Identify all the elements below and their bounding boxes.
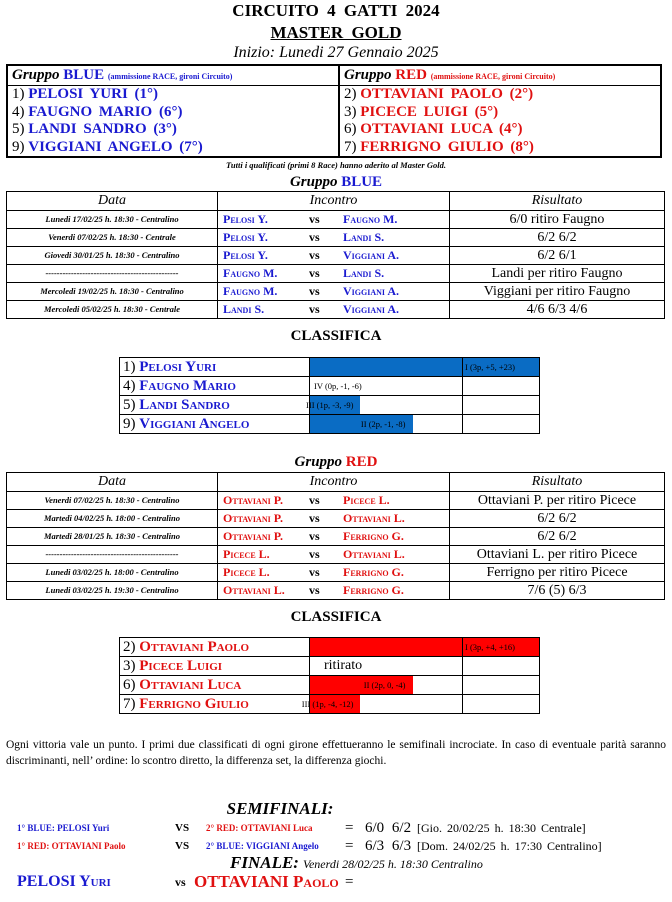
standing-name: Faugno Mario (139, 378, 236, 394)
vs-label: vs (309, 302, 320, 316)
standing-bar-cell (310, 415, 463, 434)
player-seed: 9) (12, 138, 25, 155)
standing-name-cell (120, 695, 310, 714)
match-result: 6/0 ritiro Faugno (450, 211, 665, 229)
header-match: Incontro (218, 192, 450, 211)
table-row (7, 283, 665, 301)
blue-classifica-title: CLASSIFICA (290, 328, 382, 344)
match-result: 6/2 6/2 (450, 510, 665, 528)
group-player (8, 104, 338, 122)
table-row (7, 528, 665, 546)
match-result: Landi per ritiro Faugno (450, 265, 665, 283)
match-players (218, 301, 450, 319)
player-1: Ottaviani P. (223, 529, 283, 543)
group-player (340, 139, 660, 157)
standing-name: Landi Sandro (139, 397, 230, 413)
final-label: FINALE: (230, 853, 299, 872)
player-2: Ferrigno G. (343, 529, 404, 543)
standing-row (120, 657, 540, 676)
header-result: Risultato (450, 473, 665, 492)
match-date: Venerdi 07/02/25 h. 18:30 - Centralino (7, 492, 218, 510)
match-players (218, 265, 450, 283)
player-name: FAUGNO MARIO (6°) (28, 103, 183, 120)
vs-label: vs (309, 266, 320, 280)
standing-name: Ottaviani Paolo (139, 639, 249, 655)
red-matches-table (6, 472, 665, 600)
player-name: OTTAVIANI PAOLO (2°) (360, 86, 534, 102)
match-players (218, 582, 450, 600)
table-row (7, 564, 665, 582)
standing-name: Viggiani Angelo (139, 416, 250, 432)
standing-bar-cell (310, 358, 463, 377)
player-seed: 5) (12, 121, 25, 137)
player-seed: 7) (344, 138, 357, 155)
standing-name-cell (120, 396, 310, 415)
semifinal-player-b: 2° BLUE: VIGGIANI Angelo (206, 841, 319, 851)
semifinal-score: 6/0 6/2 (365, 820, 412, 836)
standing-name-cell (120, 358, 310, 377)
group-player (340, 86, 660, 104)
table-row (7, 510, 665, 528)
vs-label: vs (309, 583, 320, 597)
standing-seed: 4) (123, 378, 136, 394)
vs-label: vs (309, 230, 320, 244)
match-date: Lunedi 03/02/25 h. 19:30 - Centralino (7, 582, 218, 600)
match-date: Mercoledi 05/02/25 h. 18:30 - Centrale (7, 301, 218, 319)
table-row (7, 265, 665, 283)
group-red-column (340, 66, 660, 156)
match-players (218, 283, 450, 301)
standing-label: II (2p, 0, -4) (363, 680, 406, 690)
semifinal-player-a: 1° RED: OTTAVIANI Paolo (17, 841, 126, 851)
player-2: Viggiani A. (343, 302, 400, 316)
vs-label: vs (309, 565, 320, 579)
player-1: Pelosi Y. (223, 248, 268, 262)
red-standings-table (119, 637, 540, 714)
final-vs: vs (175, 875, 186, 889)
red-section-title (0, 453, 672, 471)
match-players (218, 247, 450, 265)
header-date: Data (7, 473, 218, 492)
standing-name-cell (120, 377, 310, 396)
standing-end-cell (463, 415, 540, 434)
standing-bar (310, 638, 462, 656)
semifinals-title: SEMIFINALI: (226, 799, 334, 818)
group-name: BLUE (63, 67, 105, 83)
match-players (218, 211, 450, 229)
header-result: Risultato (450, 192, 665, 211)
match-date: ----------------------------------------------- (7, 546, 218, 564)
match-result: Ferrigno per ritiro Picece (450, 564, 665, 582)
match-date: Giovedi 30/01/25 h. 18:30 - Centralino (7, 247, 218, 265)
player-1: Faugno M. (223, 284, 278, 298)
table-row (7, 546, 665, 564)
match-result: Ottaviani L. per ritiro Picece (450, 546, 665, 564)
section-prefix: Gruppo (289, 174, 338, 190)
standing-label: II (2p, -1, -8) (360, 419, 406, 429)
semifinal-info: [Gio. 20/02/25 h. 18:30 Centrale] (417, 821, 586, 835)
player-2: Ottaviani L. (343, 547, 405, 561)
standing-label: I (3p, +5, +23) (465, 362, 515, 372)
standing-row (120, 377, 540, 396)
page-subtitle (0, 22, 672, 44)
match-result: 6/2 6/1 (450, 247, 665, 265)
match-players (218, 564, 450, 582)
match-result: 4/6 6/3 4/6 (450, 301, 665, 319)
match-date: Lunedi 17/02/25 h. 18:30 - Centralino (7, 211, 218, 229)
header-match: Incontro (218, 473, 450, 492)
player-2: Ottaviani L. (343, 511, 405, 525)
standing-bar-cell (310, 638, 463, 657)
blue-matches-table (6, 191, 665, 319)
header-date: Data (7, 192, 218, 211)
standing-bar-cell (310, 676, 463, 695)
match-players (218, 492, 450, 510)
table-row (7, 492, 665, 510)
player-1: Faugno M. (223, 266, 278, 280)
standing-name-cell (120, 676, 310, 695)
blue-section-title (0, 173, 672, 191)
vs-label: vs (309, 248, 320, 262)
table-header-row (7, 192, 665, 211)
start-date: Inizio: Lunedi 27 Gennaio 2025 (233, 44, 439, 61)
page-title: CIRCUITO 4 GATTI 2024 (232, 1, 440, 20)
vs-label: vs (309, 212, 320, 226)
player-2: Picece L. (343, 493, 390, 507)
player-seed: 3) (344, 103, 357, 120)
player-2: Landi S. (343, 230, 385, 244)
standing-bar-cell (301, 695, 463, 714)
group-note: (ammissione RACE, gironi Circuito) (430, 72, 556, 81)
match-result: Ottaviani P. per ritiro Picece (450, 492, 665, 510)
player-2: Ferrigno G. (343, 565, 404, 579)
semifinal-vs: VS (175, 822, 190, 834)
match-players (218, 546, 450, 564)
standing-label: III (1p, -3, -9) (306, 400, 354, 410)
subtitle-text: MASTER GOLD (270, 23, 402, 42)
vs-label: vs (309, 284, 320, 298)
player-2: Viggiani A. (343, 284, 400, 298)
final-player-b: OTTAVIANI Paolo (194, 872, 339, 891)
match-date: Venerdi 07/02/25 h. 18:30 - Centrale (7, 229, 218, 247)
vs-label: vs (309, 493, 320, 507)
player-name: LANDI SANDRO (3°) (28, 121, 177, 137)
standing-seed: 6) (123, 677, 136, 693)
standing-row (120, 695, 540, 714)
final-player-a: PELOSI Yuri (17, 873, 111, 890)
player-seed: 4) (12, 103, 25, 120)
group-blue-header (8, 66, 338, 86)
semifinal-vs: VS (175, 840, 190, 852)
semifinal-player-b: 2° RED: OTTAVIANI Luca (206, 823, 313, 833)
standing-row (120, 396, 540, 415)
standing-row (120, 358, 540, 377)
standing-seed: 2) (123, 639, 136, 655)
blue-standings-table (119, 357, 540, 434)
qualified-note: Tutti i qualificati (primi 8 Race) hanno aderito al Master Gold. (226, 160, 446, 170)
vs-label: vs (309, 547, 320, 561)
player-name: PICECE LUIGI (5°) (360, 103, 499, 120)
player-seed: 2) (344, 86, 357, 102)
red-classifica-title: CLASSIFICA (290, 609, 382, 625)
player-2: Ferrigno G. (343, 583, 404, 597)
standing-bar-cell (310, 657, 463, 676)
group-red-players (340, 86, 660, 156)
standing-name-cell (120, 657, 310, 676)
group-blue-players (8, 86, 338, 156)
player-name: VIGGIANI ANGELO (7°) (28, 138, 203, 155)
standing-bar (310, 358, 462, 376)
final-equals: = (345, 874, 354, 890)
table-row (7, 301, 665, 319)
standing-label: I (3p, +4, +16) (465, 642, 515, 652)
standing-seed: 3) (123, 658, 136, 674)
player-1: Ottaviani P. (223, 511, 283, 525)
group-note: (ammissione RACE, gironi Circuito) (107, 72, 233, 81)
group-player (340, 121, 660, 139)
table-row (7, 247, 665, 265)
match-players (218, 229, 450, 247)
section-name: BLUE (341, 174, 383, 190)
semifinal-score: 6/3 6/3 (365, 838, 412, 854)
match-players (218, 528, 450, 546)
player-1: Ottaviani L. (223, 583, 285, 597)
group-prefix: Gruppo (12, 67, 60, 83)
vs-label: vs (309, 511, 320, 525)
standing-end-cell (463, 676, 540, 695)
player-2: Viggiani A. (343, 248, 400, 262)
match-result: Viggiani per ritiro Faugno (450, 283, 665, 301)
player-1: Pelosi Y. (223, 230, 268, 244)
player-1: Picece L. (223, 547, 270, 561)
standing-name: Picece Luigi (139, 658, 223, 674)
standing-seed: 5) (123, 397, 136, 413)
semifinal-equals: = (345, 838, 354, 854)
final-title (230, 853, 483, 873)
groups-box (6, 64, 662, 158)
player-seed: 6) (344, 121, 357, 137)
match-date: ----------------------------------------------- (7, 265, 218, 283)
standing-label: III (1p, -4, -12) (301, 699, 354, 709)
table-row (7, 582, 665, 600)
semifinal-equals: = (345, 820, 354, 836)
group-prefix: Gruppo (344, 67, 392, 83)
semifinal-info: [Dom. 24/02/25 h. 17:30 Centralino] (417, 839, 602, 853)
standing-bar-cell (306, 396, 463, 415)
final-when: Venerdi 28/02/25 h. 18:30 Centralino (302, 857, 483, 871)
section-prefix: Gruppo (294, 454, 343, 470)
standing-name-cell (120, 638, 310, 657)
group-red-header (340, 66, 660, 86)
standing-name-cell (120, 415, 310, 434)
player-name: PELOSI YURI (1°) (28, 86, 159, 102)
standing-bar-cell (310, 377, 463, 396)
player-1: Pelosi Y. (223, 212, 268, 226)
standing-end-cell (463, 657, 540, 676)
match-result: 7/6 (5) 6/3 (450, 582, 665, 600)
player-1: Picece L. (223, 565, 270, 579)
group-player (8, 86, 338, 104)
standing-row (120, 638, 540, 657)
match-players (218, 510, 450, 528)
standing-end-cell (463, 638, 540, 657)
player-seed: 1) (12, 86, 25, 102)
table-row (7, 229, 665, 247)
player-1: Landi S. (223, 302, 265, 316)
standing-end-cell (463, 358, 540, 377)
match-date: Martedi 28/01/25 h. 18:30 - Centralino (7, 528, 218, 546)
player-name: OTTAVIANI LUCA (4°) (360, 121, 523, 137)
standing-row (120, 676, 540, 695)
standing-end-cell (463, 396, 540, 415)
standing-name: Ottaviani Luca (139, 677, 242, 693)
standing-row (120, 415, 540, 434)
player-2: Faugno M. (343, 212, 398, 226)
match-date: Martedi 04/02/25 h. 18:00 - Centralino (7, 510, 218, 528)
table-header-row (7, 473, 665, 492)
standing-label: ritirato (324, 658, 363, 673)
match-date: Mercoledi 19/02/25 h. 18:30 - Centralino (7, 283, 218, 301)
group-player (8, 139, 338, 157)
section-name: RED (345, 454, 378, 470)
standing-seed: 1) (123, 359, 136, 375)
final-row (0, 871, 672, 893)
standing-end-cell (463, 695, 540, 714)
standing-end-cell (463, 377, 540, 396)
standing-label: IV (0p, -1, -6) (314, 381, 362, 391)
standing-seed: 7) (123, 696, 136, 712)
table-row (7, 211, 665, 229)
standing-name: Ferrigno Giulio (139, 696, 249, 712)
match-result: 6/2 6/2 (450, 528, 665, 546)
standing-name: Pelosi Yuri (139, 359, 217, 375)
group-name: RED (395, 67, 427, 83)
rules-text: Ogni vittoria vale un punto. I primi due classificati di ogni girone effettueranno le semifinali incrociate. In caso di eventuale parità saranno discriminanti, nell’ ordine: lo scontro diretto, la differenza set, la differenza giochi. (6, 739, 666, 767)
vs-label: vs (309, 529, 320, 543)
player-2: Landi S. (343, 266, 385, 280)
semifinal-player-a: 1° BLUE: PELOSI Yuri (17, 823, 110, 833)
player-name: FERRIGNO GIULIO (8°) (360, 138, 534, 155)
match-date: Lunedi 03/02/25 h. 18:00 - Centralino (7, 564, 218, 582)
group-blue-column (8, 66, 340, 156)
semifinal-row (0, 819, 672, 837)
group-player (8, 121, 338, 139)
match-result: 6/2 6/2 (450, 229, 665, 247)
standing-seed: 9) (123, 416, 136, 432)
player-1: Ottaviani P. (223, 493, 283, 507)
group-player (340, 104, 660, 122)
